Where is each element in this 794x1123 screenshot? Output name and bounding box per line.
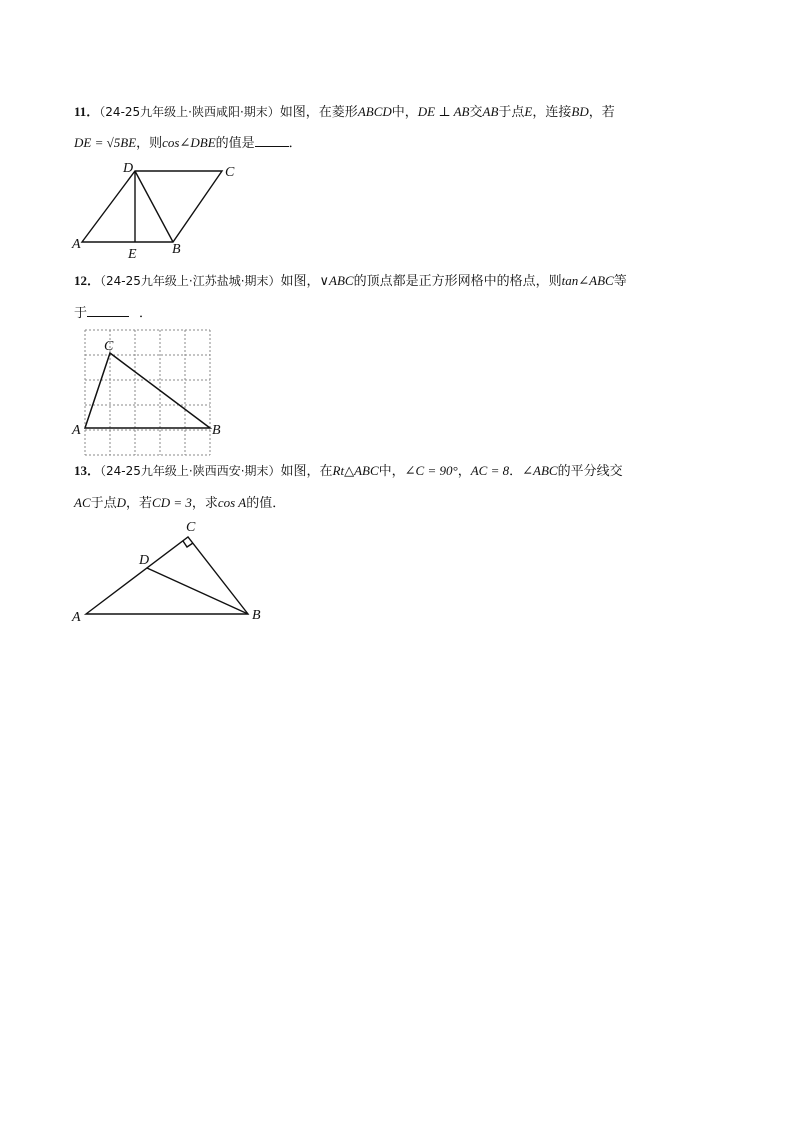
problem-13-line-2 xyxy=(74,494,285,513)
problem-text: 中， xyxy=(391,105,418,120)
problem-text: 交 xyxy=(469,105,483,120)
problem-number: 11． xyxy=(74,104,100,119)
math-expr: E xyxy=(524,104,533,119)
problem-11-line-1 xyxy=(74,103,615,122)
math-expr: ABCD xyxy=(357,104,392,119)
math-expr: ∨ABC xyxy=(319,273,354,288)
label-b: B xyxy=(172,242,181,257)
problem-text: 的值． xyxy=(246,496,286,511)
math-expr: ∠ABC xyxy=(522,463,558,478)
math-expr: cos∠DBE xyxy=(162,135,216,150)
problem-text: ， xyxy=(457,464,471,479)
problem-text: 如图， xyxy=(280,274,320,289)
math-expr: ∠C = 90° xyxy=(404,463,458,478)
problem-text: ． xyxy=(509,464,523,479)
problem-text: ，若 xyxy=(588,105,615,120)
math-expr: DE ⊥ AB xyxy=(417,104,470,119)
problem-text: 于 xyxy=(74,306,88,321)
grid-figure xyxy=(60,322,220,452)
problem-text: 中， xyxy=(378,464,405,479)
sqrt-expr: √5 xyxy=(106,135,121,150)
label-a: A xyxy=(72,610,81,625)
label-b: B xyxy=(212,423,221,438)
problem-text: 如图，在菱形 xyxy=(279,105,358,120)
problem-text: 的顶点都是正方形网格中的格点，则 xyxy=(353,274,562,289)
math-expr: BD xyxy=(571,104,589,119)
math-expr: BE xyxy=(120,135,137,150)
problem-text: ． xyxy=(139,306,153,321)
math-expr: AC = 8 xyxy=(470,463,510,478)
label-a: A xyxy=(72,423,81,438)
math-expr: tan∠ABC xyxy=(561,273,614,288)
label-c: C xyxy=(225,165,235,180)
label-d: D xyxy=(139,553,150,568)
problem-13-line-1 xyxy=(74,462,623,481)
answer-blank xyxy=(255,134,289,147)
bisector-bd xyxy=(147,568,248,614)
math-expr: DE = xyxy=(74,135,107,150)
rhombus-figure xyxy=(60,160,260,260)
label-c: C xyxy=(104,339,114,354)
triangle-abc xyxy=(85,353,210,428)
problem-11-line-2 xyxy=(74,134,302,153)
problem-text: ，求 xyxy=(191,496,218,511)
math-expr: cos A xyxy=(217,495,247,510)
problem-number: 12． xyxy=(74,273,101,288)
label-e: E xyxy=(128,247,137,262)
math-expr: Rt△ABC xyxy=(332,463,379,478)
math-expr: D xyxy=(116,495,127,510)
problem-text: 的值是 xyxy=(215,136,255,151)
problem-source: （24-25九年级上·江苏盐城·期末） xyxy=(100,274,281,288)
math-expr: AB xyxy=(482,104,499,119)
label-d: D xyxy=(123,161,134,176)
math-expr: CD = 3 xyxy=(152,495,192,510)
label-b: B xyxy=(252,608,261,623)
problem-source: （24-25九年级上·陕西咸阳·期末） xyxy=(99,105,280,119)
right-triangle-figure xyxy=(60,515,280,625)
answer-blank xyxy=(87,304,129,317)
problem-text: 于点 xyxy=(498,105,525,120)
problem-12-line-2 xyxy=(74,304,152,323)
problem-text: ，若 xyxy=(126,496,153,511)
rhombus-outline xyxy=(82,171,222,242)
segment-bd xyxy=(135,171,173,242)
problem-number: 13． xyxy=(74,463,101,478)
problem-text: 于点 xyxy=(90,496,117,511)
math-expr: AC xyxy=(74,495,91,510)
problem-text: ，连接 xyxy=(532,105,572,120)
problem-text: 的平分线交 xyxy=(557,464,623,479)
label-c: C xyxy=(186,520,196,535)
problem-12-line-1 xyxy=(74,272,627,291)
problem-text: ． xyxy=(288,136,302,151)
label-a: A xyxy=(72,237,81,252)
problem-text: 等 xyxy=(613,274,627,289)
problem-text: ，则 xyxy=(136,136,163,151)
problem-source: （24-25九年级上·陕西西安·期末） xyxy=(100,464,281,478)
problem-text: 如图，在 xyxy=(280,464,333,479)
